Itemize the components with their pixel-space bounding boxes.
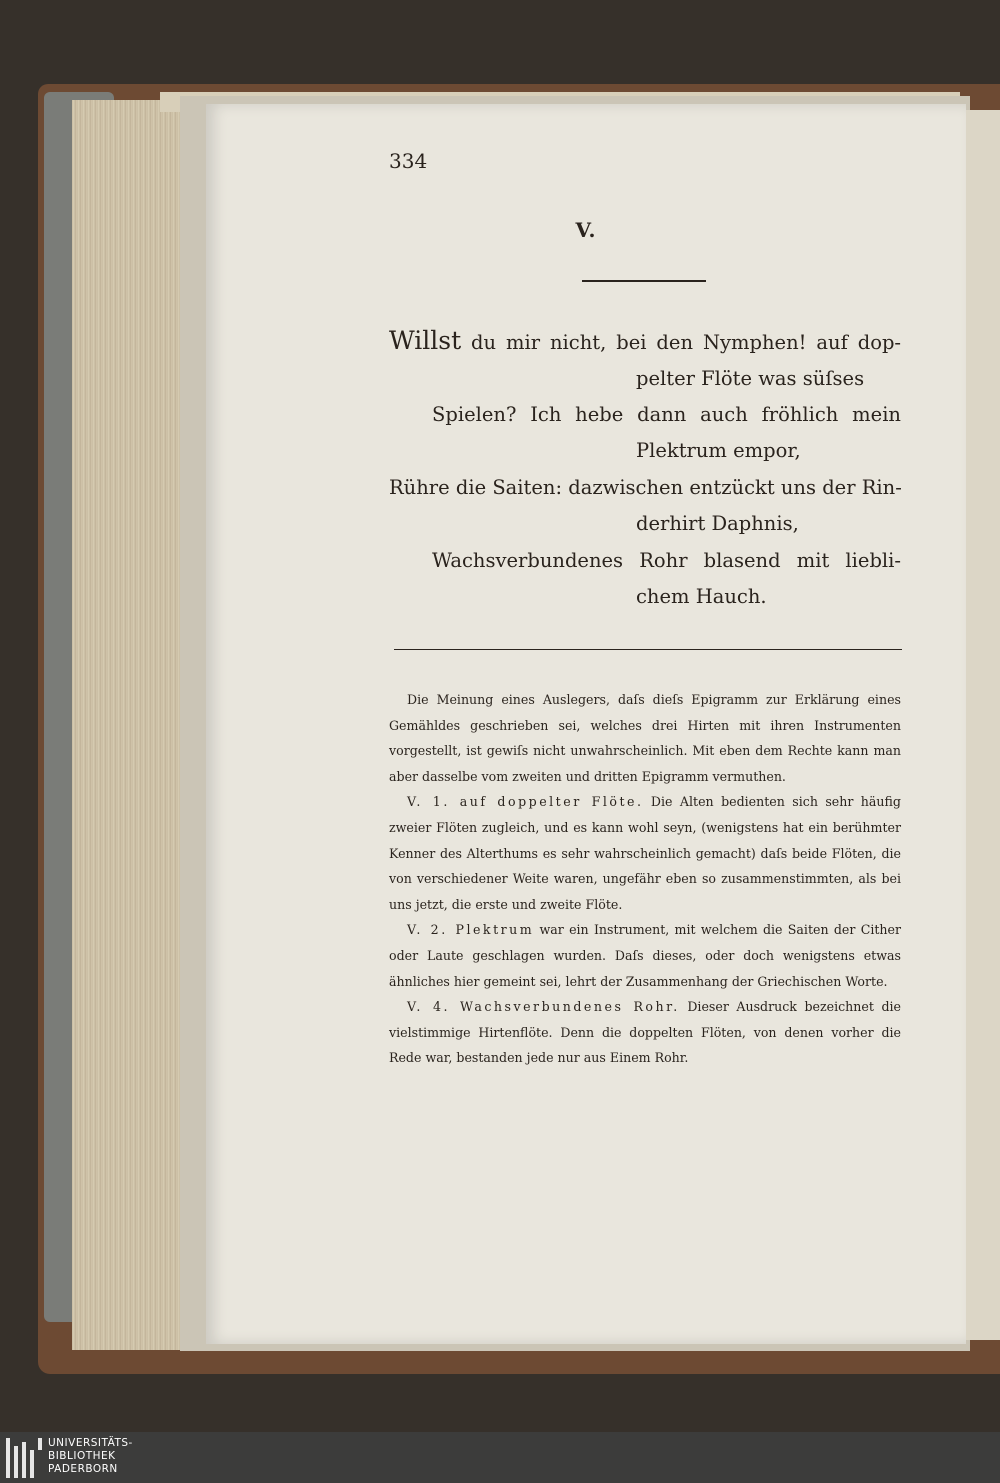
section-title: V.: [575, 218, 597, 242]
poem-word: nicht,: [550, 331, 607, 354]
note-paragraph: [389, 917, 901, 994]
poem-line-6: derhirt Daphnis,: [636, 512, 799, 535]
note-text: war ein Instrument, mit welchem die Saiten der Cither oder Laute geschlagen wurden. Daſs dieses, oder doch wenigstens etwas ähnliches hier gemeint sei, lehrt der Zusammenhang der Griechischen Worte.: [389, 922, 901, 989]
poem-word: auf dop-: [816, 331, 902, 354]
note-label: V. 1. auf doppelter Flöte.: [407, 794, 644, 810]
book-page: [206, 104, 966, 1344]
poem-line-2: pelter Flöte was süſses: [636, 367, 865, 390]
notes: [389, 687, 901, 1071]
poem-word: bei: [616, 331, 647, 354]
library-name-line: PADERBORN: [48, 1463, 118, 1475]
note-label: V. 2. Plektrum: [407, 922, 535, 938]
library-footer: [0, 1432, 1000, 1483]
poem-line-7: Wachsverbundenes Rohr blasend mit liebli-: [432, 549, 901, 572]
notes-rule: [394, 649, 902, 650]
title-rule: [582, 280, 706, 282]
poem-word: mir: [506, 331, 541, 354]
note-paragraph: [389, 687, 901, 789]
note-text: Dieser Ausdruck bezeichnet die vielstimmige Hirtenflöte. Denn die doppelten Flöten, von denen vorher die Rede war, bestanden jede nur aus Einem Rohr.: [389, 999, 901, 1066]
poem-word: den: [656, 331, 694, 354]
note-text: Die Alten bedienten sich sehr häufig zweier Flöten zugleich, und es kann wohl seyn, (wenigstens hat ein berühmter Kenner des Alterthums es sehr wahrscheinlich gemacht) daſs beide Flöten, die von verschiedener Weite waren, ungefähr eben so zusammenstimmten, als bei uns jetzt, die erste und zweite Flöte.: [389, 794, 901, 912]
poem-word: Nymphen!: [702, 331, 807, 354]
poem-word: Willst: [389, 326, 462, 355]
poem-line-5: Rühre die Saiten: dazwischen entzückt uns der Rin-: [389, 476, 902, 499]
page-block-edge: [72, 100, 180, 1350]
library-name-line: BIBLIOTHEK: [48, 1450, 116, 1462]
note-paragraph: [389, 789, 901, 917]
note-label: V. 4. Wachsverbundenes Rohr.: [407, 999, 680, 1015]
poem-word: du: [471, 331, 497, 354]
note-paragraph: [389, 994, 901, 1071]
page-number: 334: [389, 149, 428, 173]
poem-line-1: [389, 326, 902, 355]
library-name: [48, 1437, 133, 1476]
note-text: Die Meinung eines Auslegers, daſs dieſs Epigramm zur Erklärung eines Gemähldes geschrieben sei, welches drei Hirten mit ihren Instrumenten vorgestellt, ist gewiſs nicht unwahrscheinlich. Mit eben dem Rechte kann man aber dasselbe vom zweiten und dritten Epigramm vermuthen.: [389, 692, 901, 784]
library-name-line: UNIVERSITÄTS-: [48, 1437, 133, 1449]
poem-line-3: Spielen? Ich hebe dann auch fröhlich mein: [432, 403, 901, 426]
library-logo-icon: [6, 1438, 42, 1478]
poem-line-4: Plektrum empor,: [636, 439, 801, 462]
poem-line-8: chem Hauch.: [636, 585, 767, 608]
